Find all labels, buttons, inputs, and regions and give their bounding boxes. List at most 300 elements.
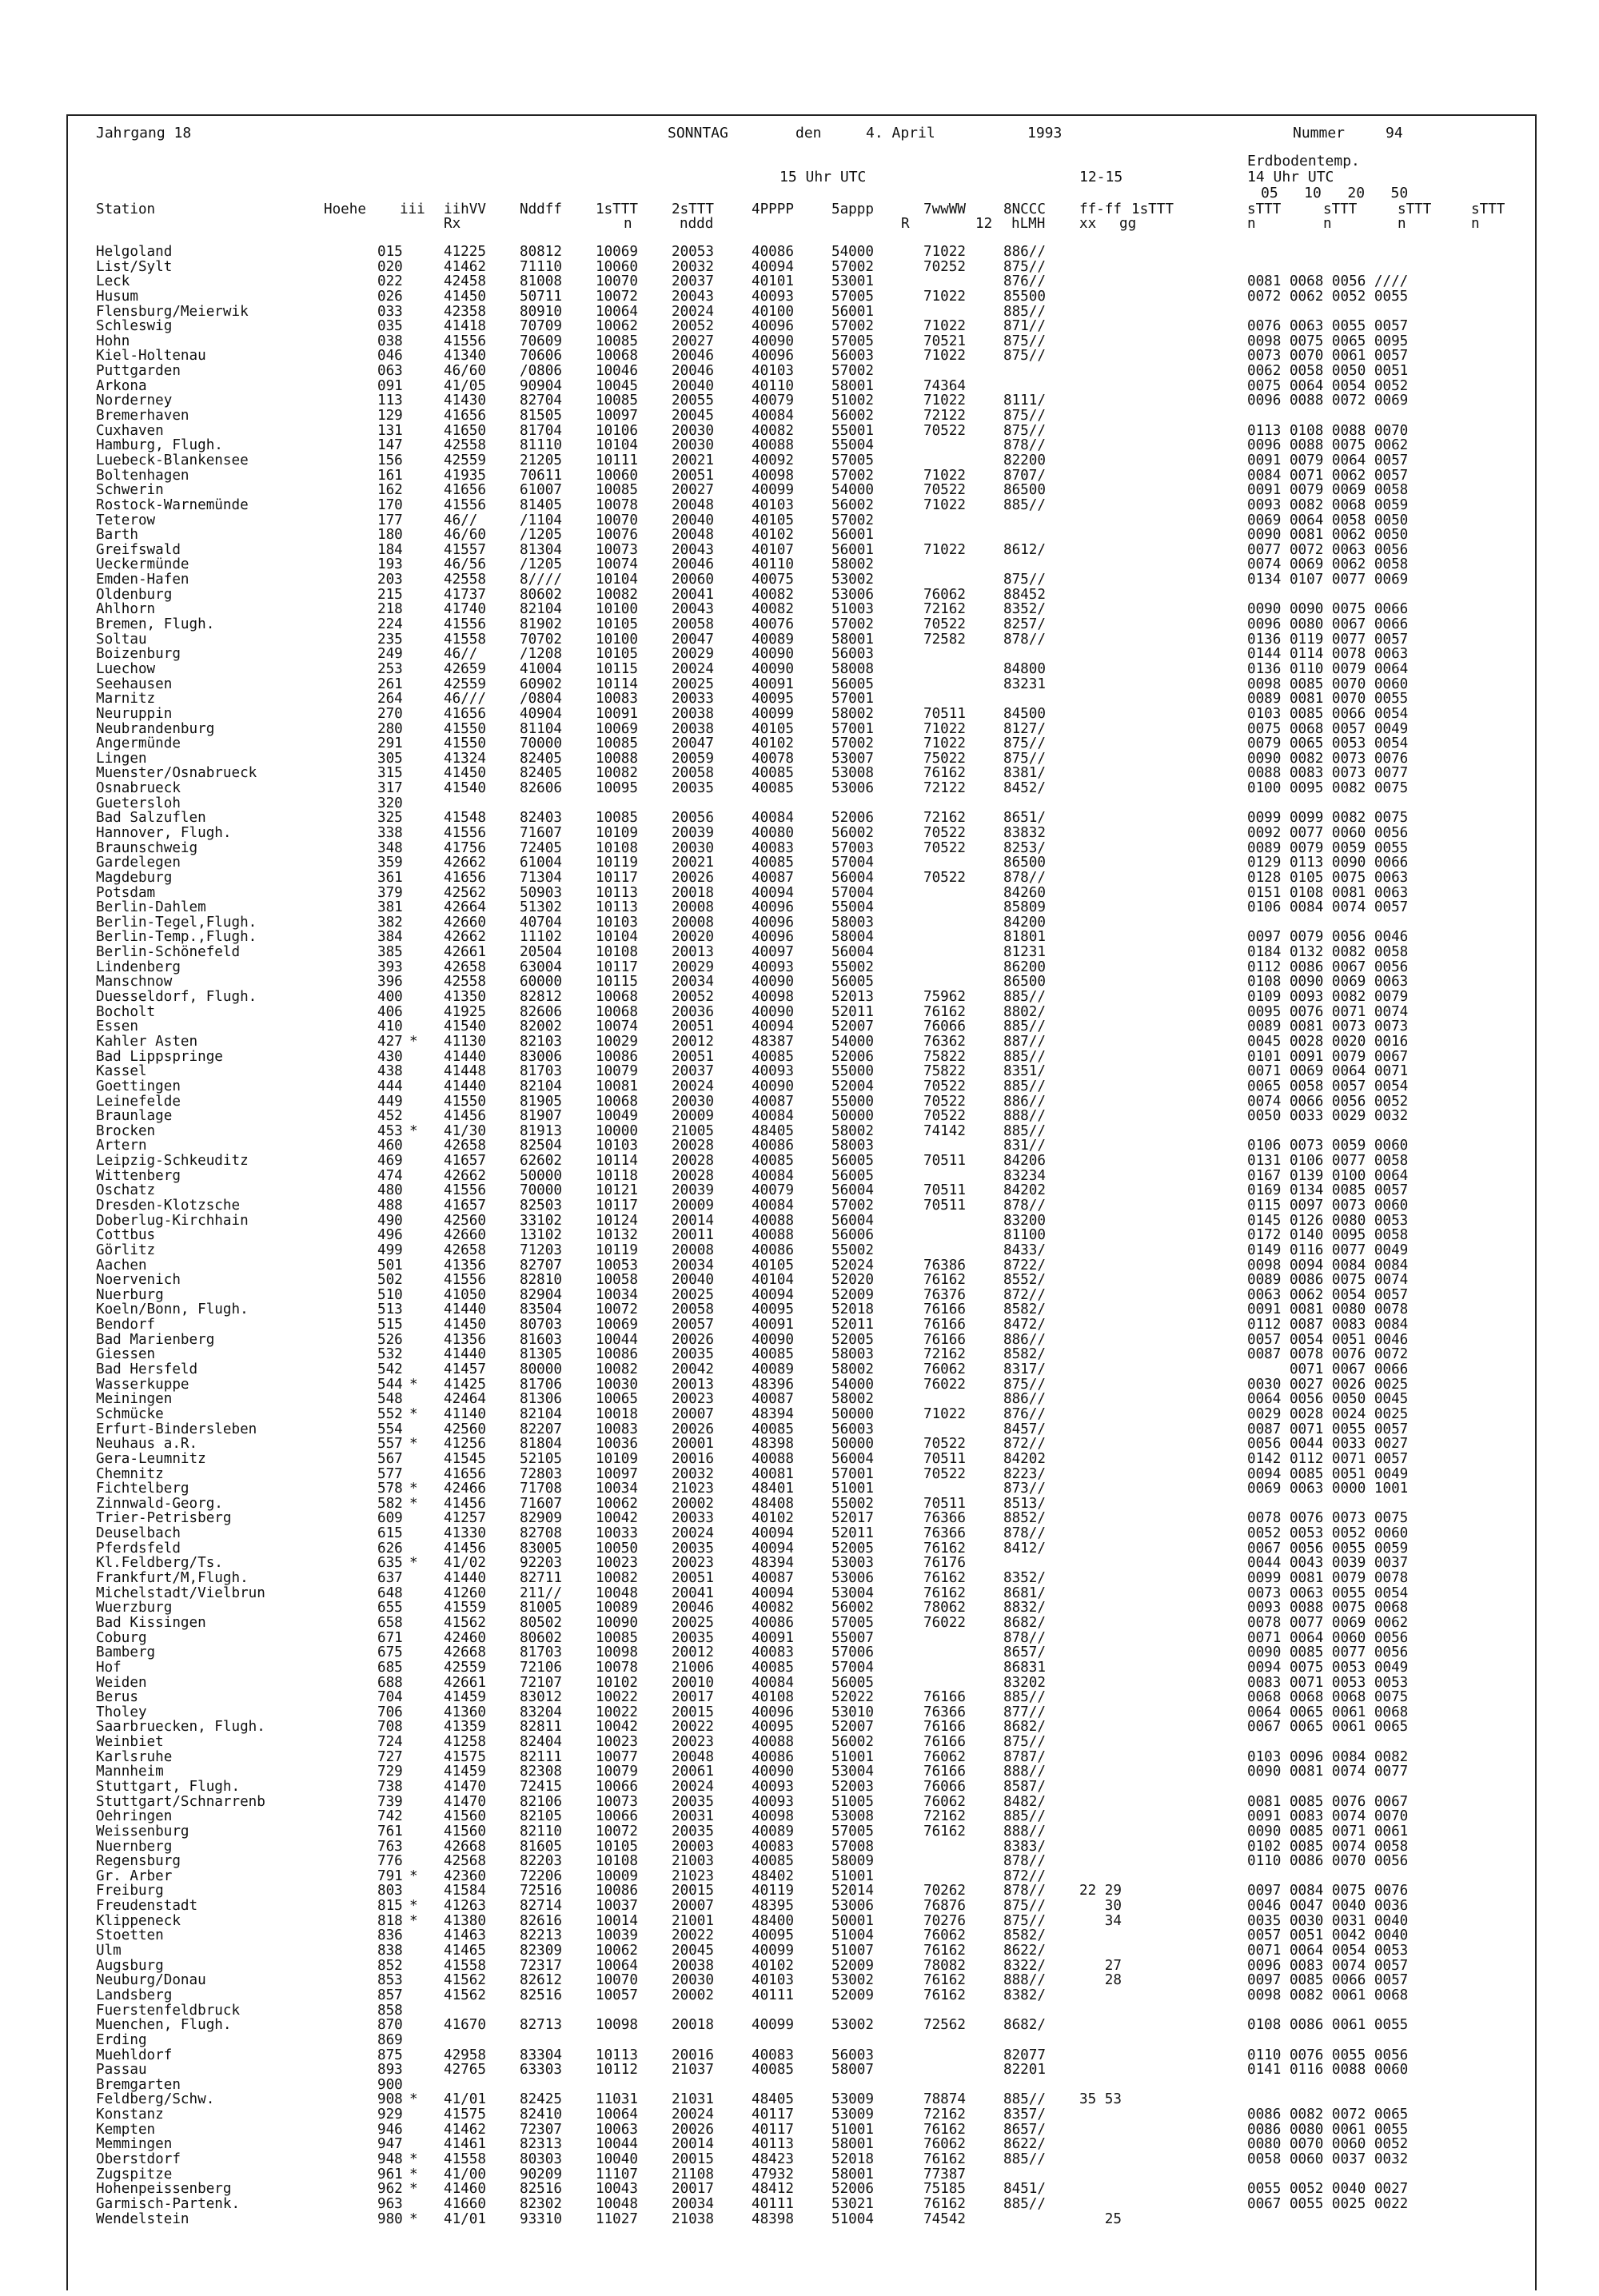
group-iihvv: 41450 [444, 1317, 486, 1333]
group-8nccc: 83832 [1003, 824, 1046, 841]
group-nddff: 40904 [520, 705, 562, 722]
group-5appp: 57004 [831, 855, 874, 871]
group-7wwww: 76166 [923, 1764, 966, 1780]
group-4pppp: 40093 [752, 959, 794, 975]
station-mark: * [409, 1867, 418, 1884]
station-name: Zinnwald-Georg. [96, 1495, 223, 1512]
station-iii: 567 [377, 1450, 403, 1467]
group-iihvv: 41456 [444, 1540, 486, 1557]
group-4pppp: 40085 [752, 1346, 794, 1363]
station-iii: 091 [377, 377, 403, 394]
group-5appp: 53006 [831, 1898, 874, 1915]
group-5appp: 52024 [831, 1257, 874, 1274]
group-1sttt: 10124 [596, 1212, 638, 1229]
station-iii: 359 [377, 855, 403, 871]
group-2sttt: 20047 [672, 735, 714, 752]
column-header: xx [1079, 216, 1097, 232]
group-4pppp: 40084 [752, 1108, 794, 1125]
group-4pppp: 48423 [752, 2151, 794, 2167]
group-2sttt: 20048 [672, 496, 714, 513]
group-4pppp: 40095 [752, 1927, 794, 1944]
group-2sttt: 20047 [672, 631, 714, 648]
group-4pppp: 48394 [752, 1405, 794, 1422]
group-5appp: 51001 [831, 1867, 874, 1884]
station-name: Giessen [96, 1346, 156, 1363]
group-1sttt: 10064 [596, 2107, 638, 2123]
station-iii: 361 [377, 869, 403, 886]
station-name: Kempten [96, 2121, 156, 2138]
group-iihvv: 41656 [444, 705, 486, 722]
group-nddff: 71607 [520, 1495, 562, 1512]
group-4pppp: 48402 [752, 1867, 794, 1884]
group-1sttt: 10068 [596, 1003, 638, 1020]
group-iihvv: 41559 [444, 1600, 486, 1616]
group-nddff: 82714 [520, 1898, 562, 1915]
group-5appp: 56004 [831, 1212, 874, 1229]
soil-temperatures: 0083 0071 0053 0053 [1247, 1674, 1409, 1691]
group-8nccc: 8317/ [1003, 1361, 1046, 1378]
group-7wwww: 72162 [923, 601, 966, 618]
group-5appp: 50001 [831, 1912, 874, 1929]
station-iii: 474 [377, 1167, 403, 1184]
station-name: Bad Lippspringe [96, 1048, 223, 1065]
group-iihvv: 41450 [444, 765, 486, 782]
station-name: Berlin-Dahlem [96, 899, 206, 916]
group-7wwww: 72122 [923, 780, 966, 797]
group-nddff: 83204 [520, 1704, 562, 1720]
group-7wwww: 70522 [923, 1108, 966, 1125]
station-iii: 015 [377, 244, 403, 260]
station-mark: * [409, 1481, 418, 1497]
group-1sttt: 10114 [596, 676, 638, 692]
group-5appp: 58001 [831, 377, 874, 394]
group-2sttt: 20051 [672, 467, 714, 484]
group-5appp: 55004 [831, 899, 874, 916]
group-1sttt: 10081 [596, 1078, 638, 1094]
group-1sttt: 10108 [596, 839, 638, 856]
group-7wwww: 70522 [923, 1093, 966, 1110]
group-1sttt: 10065 [596, 1391, 638, 1408]
station-name: Bad Marienberg [96, 1331, 215, 1348]
group-iihvv: 42668 [444, 1644, 486, 1661]
group-nddff: 21205 [520, 452, 562, 468]
group-iihvv: 41556 [444, 333, 486, 349]
column-header: sTTT [1247, 201, 1282, 217]
group-nddff: 70606 [520, 348, 562, 365]
group-4pppp: 40086 [752, 1748, 794, 1765]
group-nddff: 82405 [520, 750, 562, 767]
group-4pppp: 40088 [752, 1227, 794, 1244]
weekday: SONNTAG [668, 125, 728, 142]
group-2sttt: 20048 [672, 1748, 714, 1765]
group-2sttt: 20032 [672, 1465, 714, 1482]
group-4pppp: 40099 [752, 2017, 794, 2034]
group-nddff: 81603 [520, 1331, 562, 1348]
group-1sttt: 10132 [596, 1227, 638, 1244]
group-iihvv: 41560 [444, 1823, 486, 1840]
group-nddff: 82002 [520, 1018, 562, 1035]
group-4pppp: 40098 [752, 1808, 794, 1825]
soil-temperatures: 0030 0027 0026 0025 [1247, 1376, 1409, 1393]
station-iii: 129 [377, 408, 403, 425]
group-4pppp: 40087 [752, 1391, 794, 1408]
column-header: n [1247, 216, 1256, 232]
group-iihvv: 41324 [444, 750, 486, 767]
station-iii: 544 [377, 1376, 403, 1393]
column-header: hLMH [1011, 216, 1046, 232]
station-iii: 853 [377, 1972, 403, 1989]
time-label: 15 Uhr UTC [780, 169, 867, 185]
group-4pppp: 40090 [752, 646, 794, 663]
group-nddff: 81704 [520, 422, 562, 439]
column-header: iihVV [444, 201, 486, 217]
group-nddff: 72405 [520, 839, 562, 856]
group-7wwww: 70276 [923, 1912, 966, 1929]
group-4pppp: 40088 [752, 1212, 794, 1229]
group-5appp: 53006 [831, 780, 874, 797]
group-5appp: 58002 [831, 1391, 874, 1408]
column-header: R [901, 216, 910, 232]
group-4pppp: 40102 [752, 735, 794, 752]
group-8nccc: 878// [1003, 631, 1046, 648]
station-iii: 513 [377, 1301, 403, 1318]
group-nddff: 72107 [520, 1674, 562, 1691]
group-2sttt: 20017 [672, 1689, 714, 1706]
station-iii: 348 [377, 839, 403, 856]
group-7wwww: 71022 [923, 1405, 966, 1422]
group-1sttt: 10104 [596, 929, 638, 946]
group-iihvv: 41462 [444, 258, 486, 275]
station-name: Neuhaus a.R. [96, 1436, 198, 1453]
group-1sttt: 10058 [596, 1272, 638, 1289]
station-iii: 947 [377, 2136, 403, 2153]
group-4pppp: 40085 [752, 780, 794, 797]
group-nddff: 72803 [520, 1465, 562, 1482]
group-4pppp: 40082 [752, 586, 794, 603]
group-2sttt: 21023 [672, 1867, 714, 1884]
station-iii: 671 [377, 1629, 403, 1646]
station-iii: 235 [377, 631, 403, 648]
group-4pppp: 40111 [752, 1987, 794, 2003]
group-8nccc: 872// [1003, 1286, 1046, 1303]
group-2sttt: 21031 [672, 2091, 714, 2108]
station-name: Karlsruhe [96, 1748, 173, 1765]
group-7wwww: 70511 [923, 705, 966, 722]
group-7wwww: 76386 [923, 1257, 966, 1274]
group-4pppp: 40090 [752, 1078, 794, 1094]
date: 4. April [866, 125, 935, 142]
group-iihvv: 42660 [444, 1227, 486, 1244]
soil-temperatures: 0052 0053 0052 0060 [1247, 1525, 1409, 1542]
group-4pppp: 40085 [752, 765, 794, 782]
group-7wwww: 76162 [923, 1272, 966, 1289]
group-iihvv: 42660 [444, 914, 486, 931]
station-iii: 962 [377, 2181, 403, 2198]
group-2sttt: 21001 [672, 1912, 714, 1929]
column-header: 4PPPP [752, 201, 794, 217]
group-nddff: 82104 [520, 601, 562, 618]
soil-temperatures: 0074 0066 0056 0052 [1247, 1093, 1409, 1110]
group-5appp: 51005 [831, 1793, 874, 1810]
group-2sttt: 20041 [672, 1584, 714, 1601]
group-nddff: /1205 [520, 556, 562, 573]
group-4pppp: 40098 [752, 989, 794, 1006]
station-mark: * [409, 1555, 418, 1572]
group-7wwww: 72562 [923, 2017, 966, 2034]
group-8nccc: 878// [1003, 1525, 1046, 1542]
group-8nccc: 885// [1003, 1122, 1046, 1139]
station-name: Guetersloh [96, 795, 181, 811]
station-iii: 615 [377, 1525, 403, 1542]
group-4pppp: 40086 [752, 1242, 794, 1258]
group-8nccc: 875// [1003, 333, 1046, 349]
group-7wwww: 71022 [923, 288, 966, 305]
group-5appp: 56005 [831, 1167, 874, 1184]
group-2sttt: 20029 [672, 646, 714, 663]
group-2sttt: 20016 [672, 1450, 714, 1467]
group-nddff: 82103 [520, 1033, 562, 1050]
group-4pppp: 40094 [752, 1018, 794, 1035]
soil-temperatures: 0064 0065 0061 0068 [1247, 1704, 1409, 1720]
group-nddff: 61007 [520, 482, 562, 499]
group-4pppp: 40103 [752, 1972, 794, 1989]
station-name: Muenchen, Flugh. [96, 2017, 232, 2034]
station-name: Cuxhaven [96, 422, 164, 439]
group-nddff: 82403 [520, 810, 562, 827]
group-5appp: 53008 [831, 1808, 874, 1825]
group-2sttt: 20040 [672, 1272, 714, 1289]
group-7wwww: 76166 [923, 1719, 966, 1736]
group-5appp: 58003 [831, 1138, 874, 1154]
station-mark: * [409, 1376, 418, 1393]
group-nddff: 82104 [520, 1078, 562, 1094]
station-name: Stoetten [96, 1927, 164, 1944]
erdboden-time: 14 Uhr UTC [1247, 169, 1334, 185]
station-name: Kahler Asten [96, 1033, 198, 1050]
station-name: Braunschweig [96, 839, 198, 856]
group-iihvv: 41050 [444, 1286, 486, 1303]
group-5appp: 52007 [831, 1018, 874, 1035]
group-iihvv: 41359 [444, 1719, 486, 1736]
station-name: Braunlage [96, 1108, 173, 1125]
group-7wwww: 71022 [923, 720, 966, 737]
group-4pppp: 40085 [752, 855, 794, 871]
station-iii: 626 [377, 1540, 403, 1557]
soil-temperatures: 0090 0090 0075 0066 [1247, 601, 1409, 618]
station-name: Bad Kissingen [96, 1614, 206, 1631]
column-header: sTTT [1471, 201, 1505, 217]
station-iii: 858 [377, 2002, 403, 2019]
group-ff-ff: 27 [1079, 1957, 1122, 1974]
column-header: 8NCCC [1003, 201, 1046, 217]
group-8nccc: 885// [1003, 2195, 1046, 2212]
station-iii: 444 [377, 1078, 403, 1094]
group-iihvv: 41360 [444, 1704, 486, 1720]
group-5appp: 56002 [831, 824, 874, 841]
group-iihvv: 42661 [444, 1674, 486, 1691]
group-4pppp: 40093 [752, 288, 794, 305]
group-1sttt: 10108 [596, 1853, 638, 1870]
group-1sttt: 10044 [596, 2136, 638, 2153]
group-nddff: 72317 [520, 1957, 562, 1974]
station-iii: 270 [377, 705, 403, 722]
group-8nccc: 81801 [1003, 929, 1046, 946]
group-iihvv: 42558 [444, 437, 486, 454]
group-5appp: 53021 [831, 2195, 874, 2212]
group-2sttt: 20035 [672, 1793, 714, 1810]
group-2sttt: 20008 [672, 914, 714, 931]
group-1sttt: 10118 [596, 1167, 638, 1184]
group-2sttt: 20007 [672, 1405, 714, 1422]
group-2sttt: 20027 [672, 482, 714, 499]
station-iii: 742 [377, 1808, 403, 1825]
group-5appp: 51004 [831, 2210, 874, 2227]
station-iii: 381 [377, 899, 403, 916]
group-nddff: 82704 [520, 393, 562, 409]
column-header: sTTT [1323, 201, 1358, 217]
group-iihvv: 42658 [444, 1242, 486, 1258]
group-iihvv: 42658 [444, 1138, 486, 1154]
group-5appp: 56001 [831, 303, 874, 320]
station-name: Weiden [96, 1674, 147, 1691]
group-7wwww: 71022 [923, 318, 966, 335]
group-7wwww: 76062 [923, 586, 966, 603]
group-iihvv: 41660 [444, 2195, 486, 2212]
station-name: Kiel-Holtenau [96, 348, 206, 365]
group-5appp: 53004 [831, 1584, 874, 1601]
station-iii: 688 [377, 1674, 403, 1691]
group-2sttt: 20030 [672, 1972, 714, 1989]
station-name: Berus [96, 1689, 138, 1706]
station-name: Hohenpeissenberg [96, 2181, 232, 2198]
group-5appp: 52009 [831, 1957, 874, 1974]
group-2sttt: 20024 [672, 1778, 714, 1795]
soil-temperatures: 0075 0064 0054 0052 [1247, 377, 1409, 394]
group-2sttt: 20028 [672, 1167, 714, 1184]
group-2sttt: 20042 [672, 1361, 714, 1378]
group-4pppp: 40082 [752, 601, 794, 618]
group-8nccc: 875// [1003, 750, 1046, 767]
group-nddff: 80602 [520, 586, 562, 603]
group-8nccc: 878// [1003, 1883, 1046, 1899]
group-7wwww: 76176 [923, 1555, 966, 1572]
group-nddff: 82707 [520, 1257, 562, 1274]
group-8nccc: 886// [1003, 244, 1046, 260]
group-7wwww: 76162 [923, 765, 966, 782]
soil-temperatures: 0067 0055 0025 0022 [1247, 2195, 1409, 2212]
station-iii: 180 [377, 527, 403, 544]
group-2sttt: 20033 [672, 691, 714, 708]
group-7wwww: 78874 [923, 2091, 966, 2108]
group-2sttt: 21006 [672, 1659, 714, 1676]
group-7wwww: 76162 [923, 2151, 966, 2167]
station-iii: 156 [377, 452, 403, 468]
soil-temperatures: 0169 0134 0085 0057 [1247, 1182, 1409, 1199]
group-7wwww: 76162 [923, 1570, 966, 1587]
group-1sttt: 10104 [596, 572, 638, 588]
group-5appp: 53006 [831, 586, 874, 603]
group-1sttt: 10083 [596, 1421, 638, 1437]
station-iii: 803 [377, 1883, 403, 1899]
group-7wwww: 70522 [923, 1078, 966, 1094]
group-iihvv: 42662 [444, 929, 486, 946]
station-name: Artern [96, 1138, 147, 1154]
group-7wwww: 72122 [923, 408, 966, 425]
soil-temperatures: 0092 0077 0060 0056 [1247, 824, 1409, 841]
station-name: Saarbruecken, Flugh. [96, 1719, 265, 1736]
group-4pppp: 40102 [752, 1957, 794, 1974]
group-5appp: 53002 [831, 572, 874, 588]
group-4pppp: 40090 [752, 974, 794, 991]
station-iii: 379 [377, 884, 403, 901]
group-5appp: 57002 [831, 467, 874, 484]
group-8nccc: 875// [1003, 348, 1046, 365]
group-1sttt: 10073 [596, 1793, 638, 1810]
station-iii: 948 [377, 2151, 403, 2167]
soil-temperatures: 0101 0091 0079 0067 [1247, 1048, 1409, 1065]
group-2sttt: 20038 [672, 705, 714, 722]
station-iii: 193 [377, 556, 403, 573]
group-nddff: 82106 [520, 1793, 562, 1810]
soil-temperatures: 0100 0095 0082 0075 [1247, 780, 1409, 797]
group-8nccc: 8257/ [1003, 616, 1046, 633]
group-4pppp: 40097 [752, 944, 794, 961]
group-5appp: 52013 [831, 989, 874, 1006]
group-5appp: 53006 [831, 1570, 874, 1587]
group-5appp: 52011 [831, 1003, 874, 1020]
soil-temperatures: 0044 0043 0039 0037 [1247, 1555, 1409, 1572]
group-2sttt: 20015 [672, 1704, 714, 1720]
station-mark: * [409, 2166, 418, 2182]
group-iihvv: 41450 [444, 288, 486, 305]
group-5appp: 57002 [831, 512, 874, 528]
group-5appp: 56005 [831, 974, 874, 991]
group-8nccc: 8582/ [1003, 1301, 1046, 1318]
soil-temperatures: 0055 0052 0040 0027 [1247, 2181, 1409, 2198]
soil-temperatures: 0091 0079 0069 0058 [1247, 482, 1409, 499]
group-5appp: 57001 [831, 720, 874, 737]
soil-temperatures: 0050 0033 0029 0032 [1247, 1108, 1409, 1125]
group-2sttt: 20007 [672, 1898, 714, 1915]
station-iii: 410 [377, 1018, 403, 1035]
group-2sttt: 20023 [672, 1734, 714, 1751]
group-2sttt: 20032 [672, 258, 714, 275]
group-2sttt: 21023 [672, 1481, 714, 1497]
group-7wwww: 71022 [923, 735, 966, 752]
group-1sttt: 10048 [596, 1584, 638, 1601]
group-7wwww: 76366 [923, 1704, 966, 1720]
group-1sttt: 10098 [596, 2017, 638, 2034]
group-2sttt: 20024 [672, 1525, 714, 1542]
group-8nccc: 86500 [1003, 974, 1046, 991]
group-1sttt: 11031 [596, 2091, 638, 2108]
station-name: Memmingen [96, 2136, 173, 2153]
group-iihvv: 42668 [444, 1838, 486, 1855]
station-name: Kassel [96, 1063, 147, 1080]
group-4pppp: 40089 [752, 1361, 794, 1378]
group-iihvv: 46/// [444, 691, 486, 708]
group-2sttt: 20009 [672, 1198, 714, 1214]
group-nddff: 81703 [520, 1063, 562, 1080]
group-8nccc: 86500 [1003, 482, 1046, 499]
group-nddff: 93310 [520, 2210, 562, 2227]
group-1sttt: 10050 [596, 1540, 638, 1557]
group-8nccc: 81231 [1003, 944, 1046, 961]
station-iii: 557 [377, 1436, 403, 1453]
soil-temperatures: 0096 0088 0075 0062 [1247, 437, 1409, 454]
station-name: Neubrandenburg [96, 720, 215, 737]
group-2sttt: 20058 [672, 616, 714, 633]
